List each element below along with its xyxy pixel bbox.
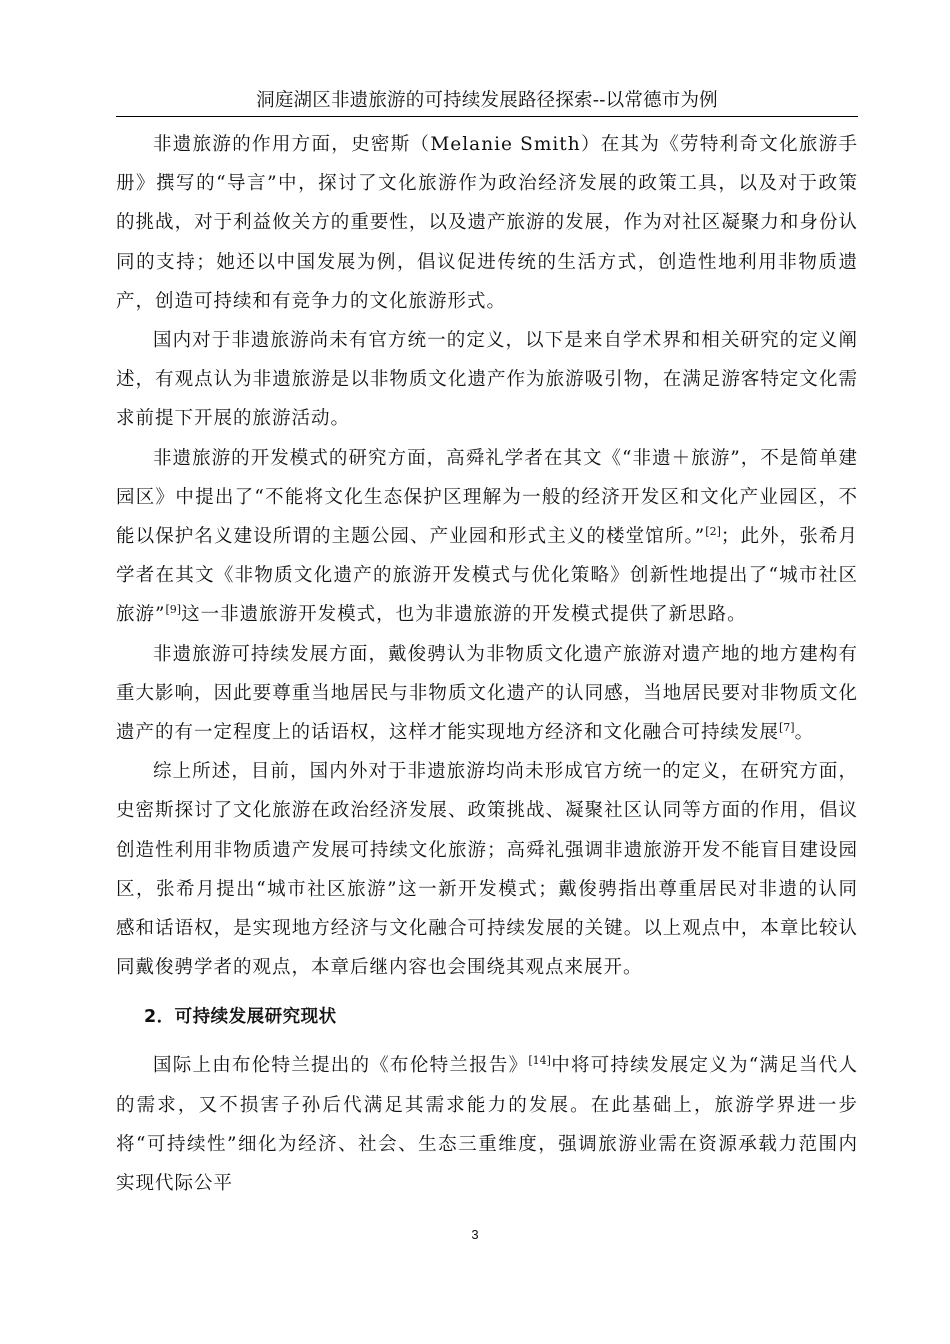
paragraph-text: 非遗旅游的开发模式的研究方面，高舜礼学者在其文《“非遗＋旅游”，不是简单建园区》中提出了“不能将文化生态保护区理解为一般的经济开发区和文化产业园区，不能以保护名义建设所谓的主题公园、产业园和形式主义的楼堂馆所。” [116, 447, 858, 548]
body-paragraph [116, 635, 858, 753]
body-paragraph [116, 1046, 858, 1203]
paragraph-text: 中将可持续发展定义为“满足当代人的需求，又不损害子孙后代满足其需求能力的发展。在此基础上，旅游学界进一步将“可持续性”细化为经济、社会、生态三重维度，强调旅游业需在资源承载力范围内实现代际公平 [116, 1055, 858, 1195]
document-body [116, 125, 858, 1203]
section-heading: 2．可持续发展研究现状 [144, 1007, 337, 1028]
paragraph-text: ；此外，张希月学者在其文《非物质文化遗产的旅游开发模式与优化策略》创新性地提出了“城市社区旅游” [116, 526, 858, 626]
citation-marker: [9] [165, 603, 182, 617]
citation-marker: [2] [705, 525, 721, 539]
body-paragraph [116, 125, 858, 321]
paragraph-text: 非遗旅游的作用方面，史密斯（Melanie Smith）在其为《劳特利奇文化旅游手册》撰写的“导言”中，探讨了文化旅游作为政治经济发展的政策工具，以及对于政策的挑战，对于利益攸关方的重要性，以及遗产旅游的发展，作为对社区凝聚力和身份认同的支持；她还以中国发展为例，倡议促进传统的生活方式，创造性地利用非物质遗产，创造可持续和有竞争力的文化旅游形式。 [116, 134, 858, 312]
citation-marker: [14] [528, 1054, 551, 1068]
body-paragraph [116, 321, 858, 439]
paragraph-text: 这一非遗旅游开发模式，也为非遗旅游的开发模式提供了新思路。 [181, 604, 747, 626]
header-divider [116, 116, 858, 117]
running-header: 洞庭湖区非遗旅游的可持续发展路径探索--以常德市为例 [256, 90, 718, 111]
page-number: 3 [471, 1227, 479, 1242]
paragraph-text: 综上所述，目前，国内外对于非遗旅游均尚未形成官方统一的定义，在研究方面，史密斯探讨了文化旅游在政治经济发展、政策挑战、凝聚社区认同等方面的作用，倡议创造性利用非物质遗产发展可持续文化旅游；高舜礼强调非遗旅游开发不能盲目建设园区，张希月提出“城市社区旅游”这一新开发模式；戴俊骋指出尊重居民对非遗的认同感和话语权，是实现地方经济与文化融合可持续发展的关键。以上观点中，本章比较认同戴俊骋学者的观点，本章后继内容也会围绕其观点来展开。 [116, 761, 858, 979]
citation-marker: [7] [779, 721, 795, 735]
body-paragraph [116, 752, 858, 987]
body-paragraph [116, 439, 858, 635]
paragraph-text: 国内对于非遗旅游尚未有官方统一的定义，以下是来自学术界和相关研究的定义阐述，有观点认为非遗旅游是以非物质文化遗产作为旅游吸引物，在满足游客特定文化需求前提下开展的旅游活动。 [116, 330, 858, 430]
paragraph-text: 非遗旅游可持续发展方面，戴俊骋认为非物质文化遗产旅游对遗产地的地方建构有重大影响，因此要尊重当地居民与非物质文化遗产的认同感，当地居民要对非物质文化遗产的有一定程度上的话语权，这样才能实现地方经济和文化融合可持续发展 [116, 643, 858, 744]
paragraph-group [116, 1046, 858, 1203]
paragraph-text: 国际上由布伦特兰提出的《布伦特兰报告》 [153, 1055, 529, 1077]
paragraph-group [116, 125, 858, 987]
paragraph-text: 。 [794, 722, 815, 744]
